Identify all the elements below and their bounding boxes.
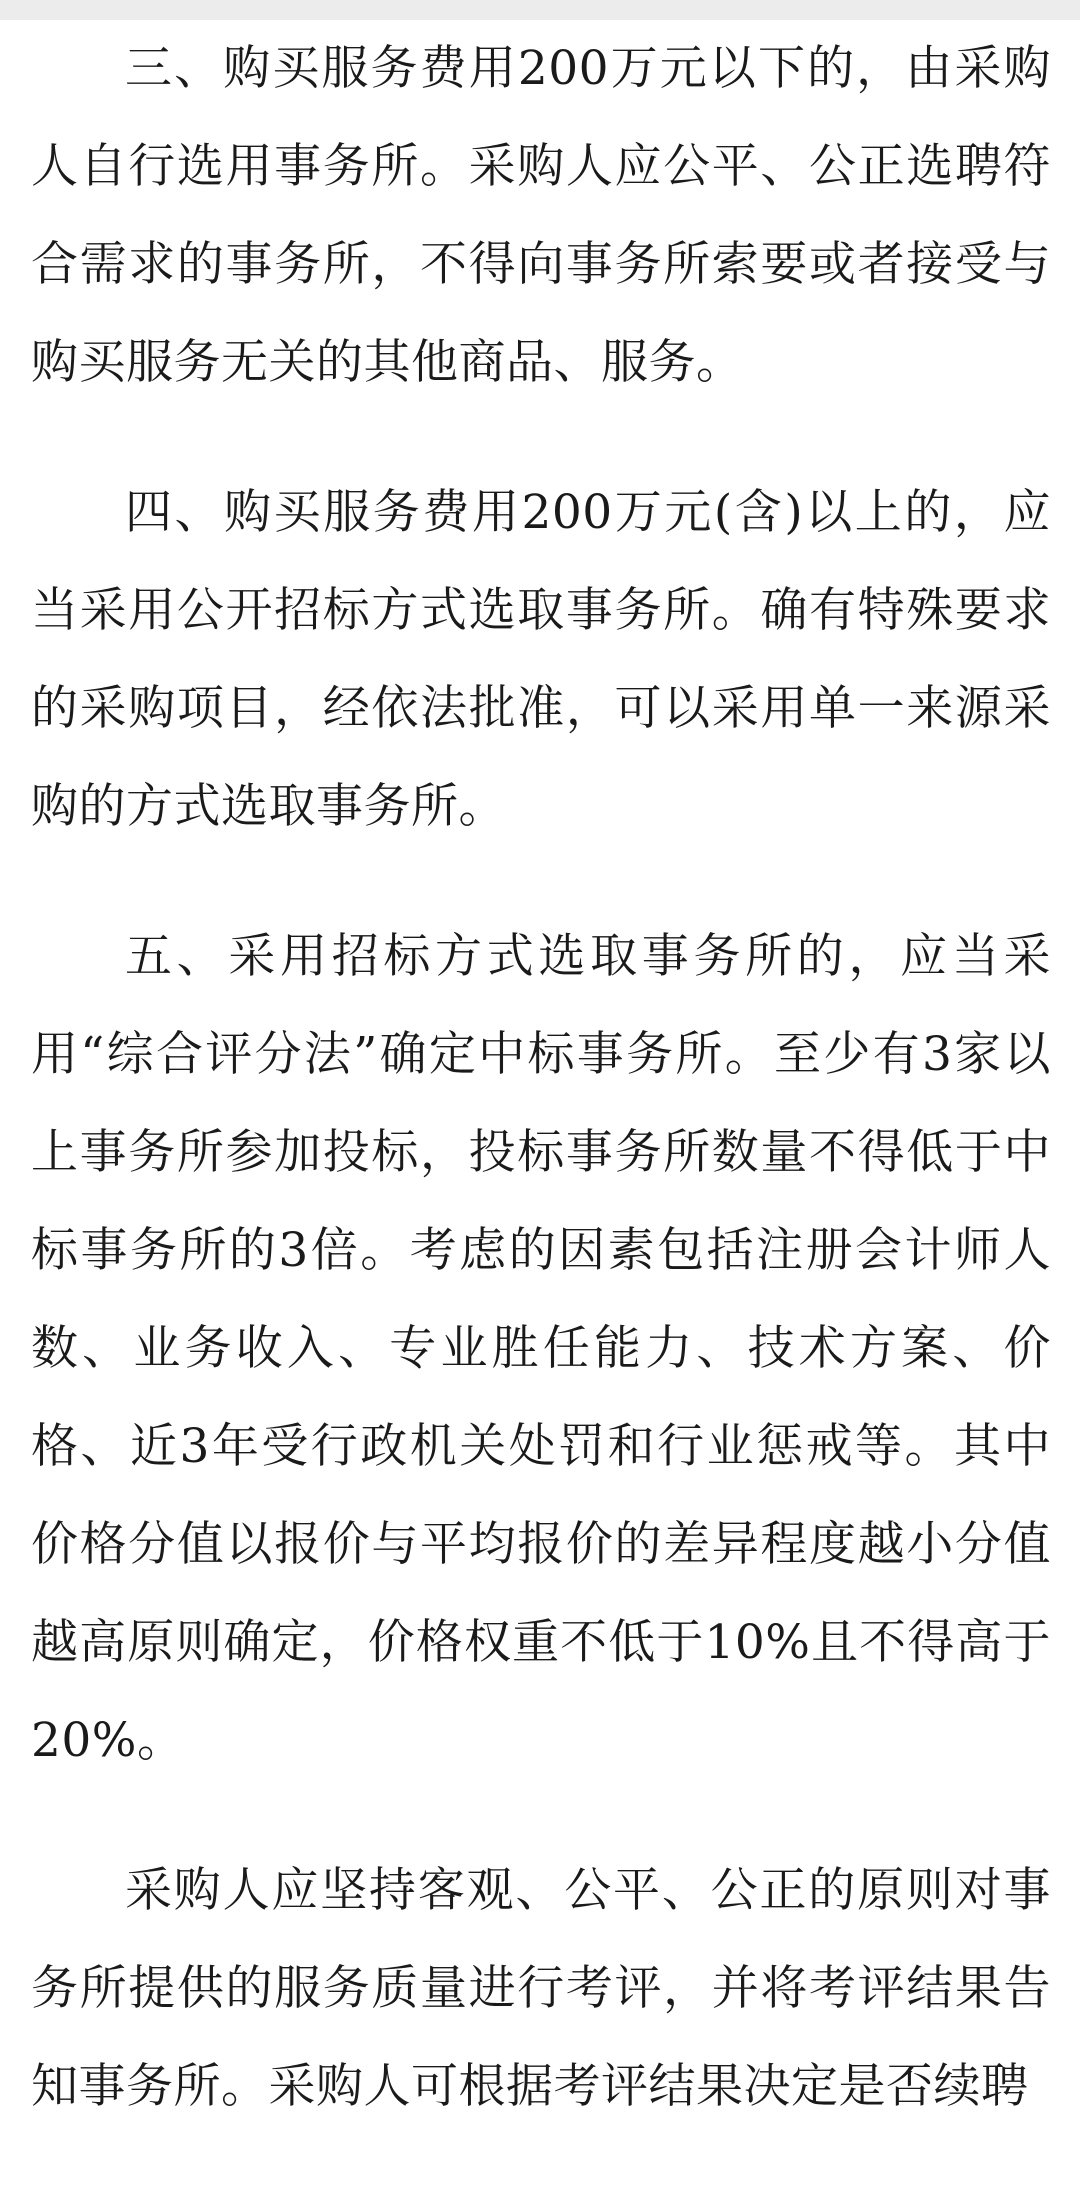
document-body [31, 20, 1051, 2188]
top-status-strip [0, 0, 1080, 20]
paragraph-item-5: 五、采用招标方式选取事务所的，应当采用“综合评分法”确定中标事务所。至少有3家以上事务所参加投标，投标事务所数量不得低于中标事务所的3倍。考虑的因素包括注册会计师人数、业务收入、专业胜任能力、技术方案、价格、近3年受行政机关处罚和行业惩戒等。其中价格分值以报价与平均报价的差异程度越小分值越高原则确定，价格权重不低于10%且不得高于20%。 [31, 929, 1051, 1768]
paragraph-evaluation: 采购人应坚持客观、公平、公正的原则对事务所提供的服务质量进行考评，并将考评结果告知事务所。采购人可根据考评结果决定是否续聘 [31, 1863, 1051, 2114]
paragraph-item-3: 三、购买服务费用200万元以下的，由采购人自行选用事务所。采购人应公平、公正选聘符合需求的事务所，不得向事务所索要或者接受与购买服务无关的其他商品、服务。 [31, 41, 1051, 390]
paragraph-item-4: 四、购买服务费用200万元(含)以上的，应当采用公开招标方式选取事务所。确有特殊要求的采购项目，经依法批准，可以采用单一来源采购的方式选取事务所。 [31, 485, 1051, 834]
